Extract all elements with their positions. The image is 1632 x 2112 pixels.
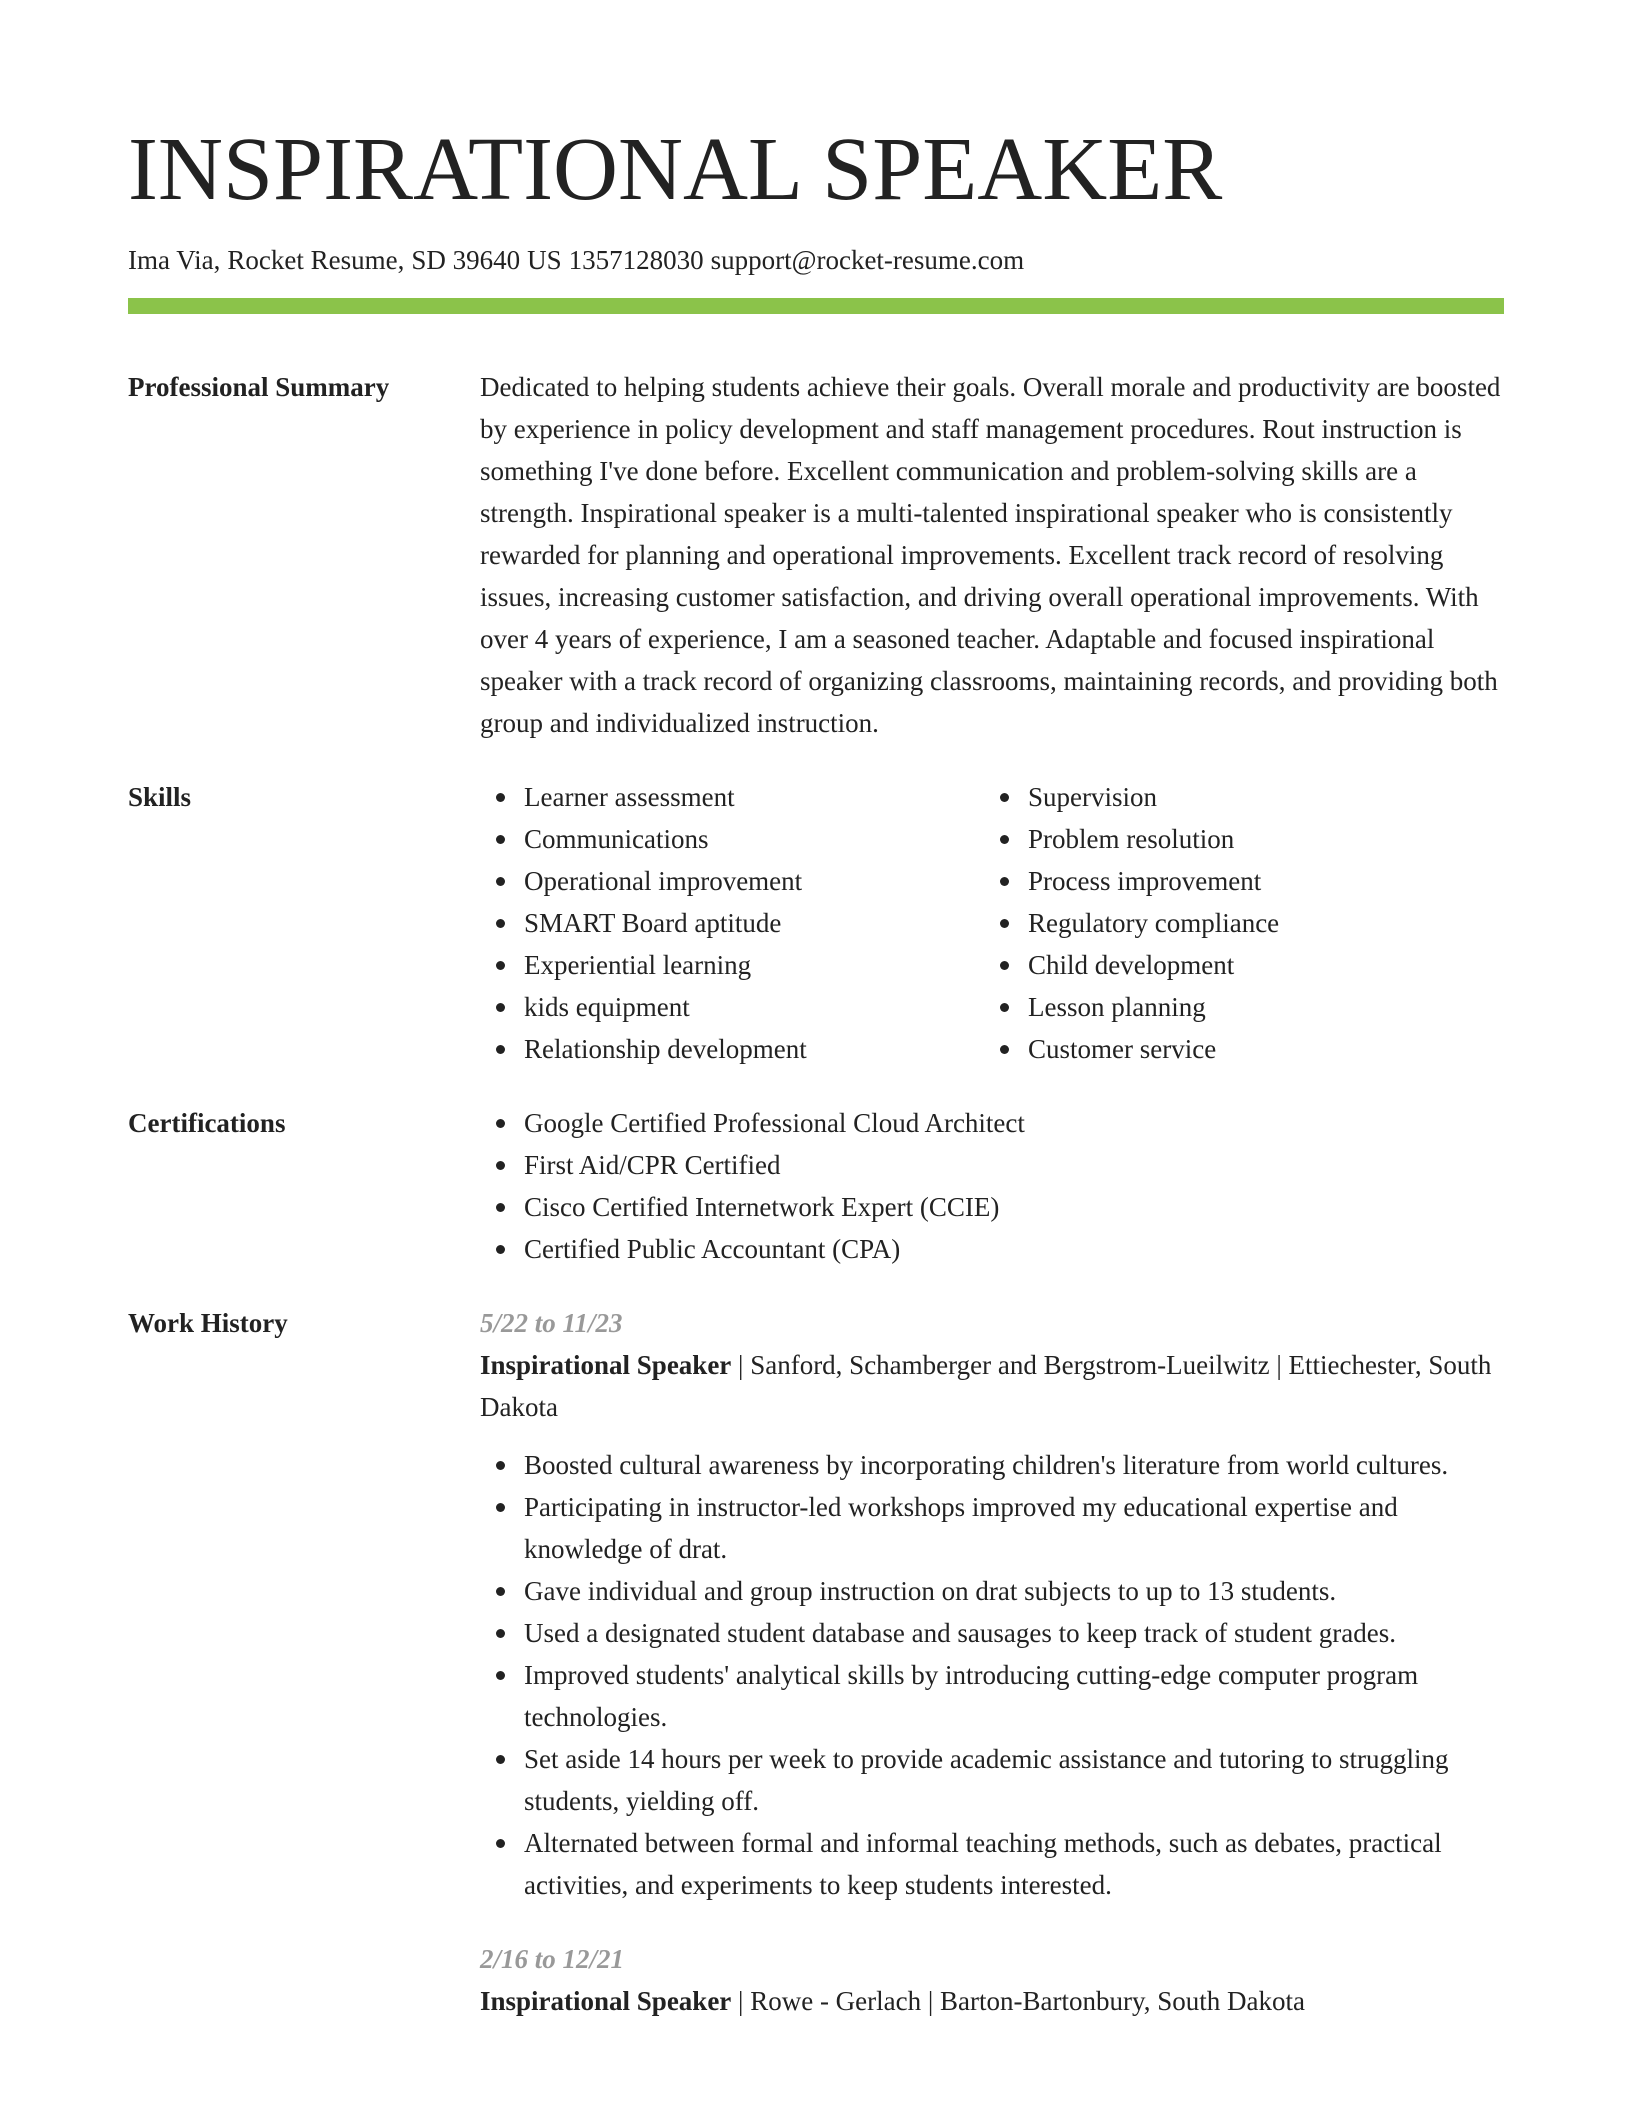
job-dates: 2/16 to 12/21 bbox=[480, 1944, 625, 1974]
job-heading bbox=[480, 1344, 1504, 1428]
skill-item: Communications bbox=[480, 818, 984, 860]
skill-item: Customer service bbox=[984, 1028, 1488, 1070]
job-bullet: Boosted cultural awareness by incorporating children's literature from world cultures. bbox=[480, 1444, 1504, 1486]
job-details: | Rowe - Gerlach | Barton-Bartonbury, South Dakota bbox=[731, 1986, 1305, 2016]
skill-item: Learner assessment bbox=[480, 776, 984, 818]
resume-title: INSPIRATIONAL SPEAKER bbox=[128, 120, 1223, 219]
job-entry bbox=[480, 1302, 1504, 1906]
skill-item: Relationship development bbox=[480, 1028, 984, 1070]
certification-item: Google Certified Professional Cloud Architect bbox=[480, 1102, 1504, 1144]
job-heading bbox=[480, 1980, 1504, 2022]
contact-city: Rocket Resume, bbox=[227, 245, 405, 275]
job-details: | Sanford, Schamberger and Bergstrom-Lueilwitz | Ettiechester, South Dakota bbox=[480, 1350, 1492, 1422]
certifications-body bbox=[480, 1102, 1504, 1270]
section-professional-summary bbox=[128, 366, 1504, 744]
contact-state-zip: SD 39640 bbox=[411, 245, 521, 275]
work-history-body bbox=[480, 1302, 1504, 2022]
job-entry bbox=[480, 1938, 1504, 2022]
job-bullets bbox=[480, 1444, 1504, 1906]
skill-item: Operational improvement bbox=[480, 860, 984, 902]
skill-item: Process improvement bbox=[984, 860, 1488, 902]
skills-columns bbox=[480, 776, 1504, 1070]
certification-item: First Aid/CPR Certified bbox=[480, 1144, 1504, 1186]
job-title: Inspirational Speaker bbox=[480, 1350, 732, 1380]
skill-item: Regulatory compliance bbox=[984, 902, 1488, 944]
section-skills bbox=[128, 776, 1504, 1070]
job-bullet: Used a designated student database and sausages to keep track of student grades. bbox=[480, 1612, 1504, 1654]
skills-list-right bbox=[984, 776, 1488, 1070]
section-label-work-history: Work History bbox=[128, 1308, 288, 1338]
job-dates: 5/22 to 11/23 bbox=[480, 1308, 623, 1338]
accent-divider bbox=[128, 298, 1504, 314]
section-label-certifications: Certifications bbox=[128, 1108, 286, 1138]
job-title: Inspirational Speaker bbox=[480, 1986, 732, 2016]
job-bullet: Set aside 14 hours per week to provide academic assistance and tutoring to struggling students, yielding off. bbox=[480, 1738, 1504, 1822]
summary-text: Dedicated to helping students achieve their goals. Overall morale and productivity are boosted by experience in policy development and staff management procedures. Rout instruction is something I've done before. Excellent communication and problem-solving skills are a strength. Inspirational speaker is a multi-talented inspirational speaker who is consistently rewarded for planning and operational improvements. Excellent track record of resolving issues, increasing customer satisfaction, and driving overall operational improvements. With over 4 years of experience, I am a seasoned teacher. Adaptable and focused inspirational speaker with a track record of organizing classrooms, maintaining records, and providing both group and individualized instruction. bbox=[480, 372, 1501, 738]
resume-page bbox=[128, 120, 1504, 2022]
skill-item: kids equipment bbox=[480, 986, 984, 1028]
certification-item: Certified Public Accountant (CPA) bbox=[480, 1228, 1504, 1270]
section-label-skills: Skills bbox=[128, 782, 192, 812]
section-label-summary: Professional Summary bbox=[128, 372, 390, 402]
skill-item: Lesson planning bbox=[984, 986, 1488, 1028]
job-bullet: Gave individual and group instruction on drat subjects to up to 13 students. bbox=[480, 1570, 1504, 1612]
certification-item: Cisco Certified Internetwork Expert (CCIE) bbox=[480, 1186, 1504, 1228]
contact-person: Ima Via, bbox=[128, 245, 221, 275]
skill-item: SMART Board aptitude bbox=[480, 902, 984, 944]
skill-item: Child development bbox=[984, 944, 1488, 986]
skill-item: Experiential learning bbox=[480, 944, 984, 986]
contact-line bbox=[128, 242, 1504, 278]
certifications-list bbox=[480, 1102, 1504, 1270]
skills-list-left bbox=[480, 776, 984, 1070]
contact-country: US bbox=[527, 245, 562, 275]
job-bullet: Alternated between formal and informal teaching methods, such as debates, practical activities, and experiments to keep students interested. bbox=[480, 1822, 1504, 1906]
job-bullet: Participating in instructor-led workshops improved my educational expertise and knowledge of drat. bbox=[480, 1486, 1504, 1570]
contact-phone: 1357128030 bbox=[568, 245, 704, 275]
contact-email[interactable]: support@rocket-resume.com bbox=[710, 245, 1025, 275]
skill-item: Problem resolution bbox=[984, 818, 1488, 860]
section-certifications bbox=[128, 1102, 1504, 1270]
job-bullet: Improved students' analytical skills by introducing cutting-edge computer program technologies. bbox=[480, 1654, 1504, 1738]
section-work-history bbox=[128, 1302, 1504, 2022]
skill-item: Supervision bbox=[984, 776, 1488, 818]
